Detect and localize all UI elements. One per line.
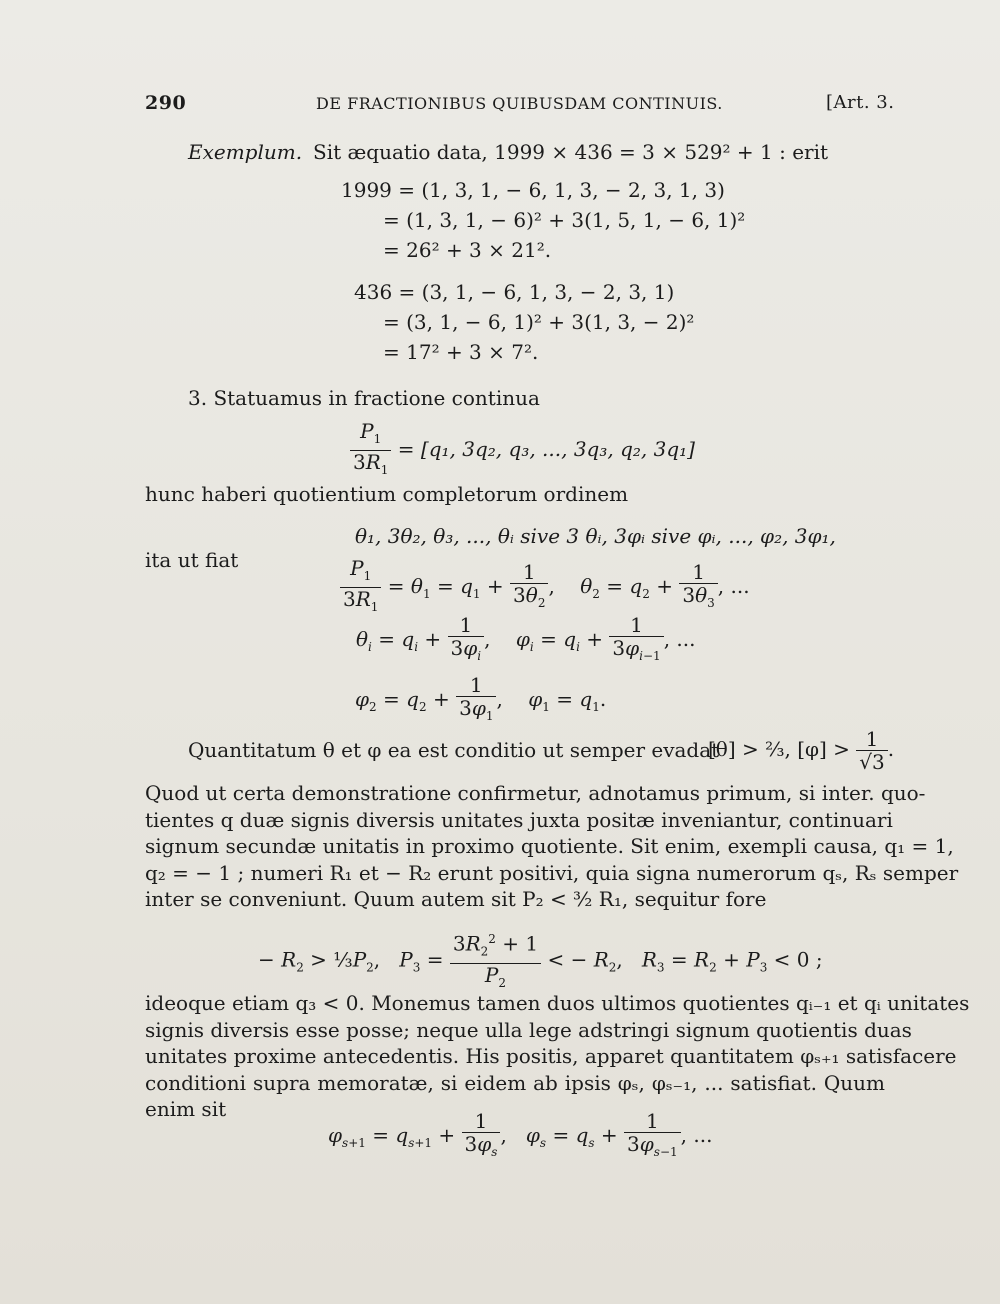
example-intro: Sit æquatio data, 1999 × 436 = 3 × 529² + 1 : erit [313,140,829,164]
paragraph-2 [145,990,970,1123]
paragraph-1-line: Quod ut certa demonstratione confirmetur, adnotamus primum, si inter. quo- [145,781,926,805]
paragraph-2-line: conditioni supra memoratæ, si eidem ab ipsis φₛ, φₛ₋₁, ... satisfiat. Quum [145,1070,885,1095]
eq-1999-line-2: = (1, 3, 1, − 6)² + 3(1, 5, 1, − 6, 1)² [383,208,746,232]
quotient-sequence: θ₁, 3θ₂, θ₃, ..., θᵢ sive 3 θᵢ, 3φᵢ sive φᵢ, ..., φ₂, 3φ₁, [355,524,836,548]
eq-1999-line-1: 1999 = (1, 3, 1, − 6, 1, 3, − 2, 3, 1, 3) [341,178,725,202]
article-ref: [Art. 3. [826,92,895,113]
example-label: Exemplum. [188,140,303,164]
main-fraction-equation: $\frac{P_1}{3R_1}$ = [q₁, 3q₂, q₃, ..., 3q₃, q₂, 3q₁] [350,420,695,481]
paragraph-1-line: q₂ = − 1 ; numeri R₁ et − R₂ erunt positivi, quia signa numerorum qₛ, Rₛ semper [145,860,959,885]
eq-436-line-1: 436 = (3, 1, − 6, 1, 3, − 2, 3, 1) [354,280,675,304]
final-equation: $\varphi_{s+1} = q_{s+1}$ + $\frac{1}{3\varphi_s}$ , $\varphi_s = q_s$ + $\frac{1}{3\varphi_{s-1}}$ , ... [328,1109,713,1159]
section-3-intro: 3. Statuamus in fractione continua [188,386,540,410]
eq-1999-line-3: = 26² + 3 × 21². [383,238,552,262]
eq-436-line-2: = (3, 1, − 6, 1)² + 3(1, 3, − 2)² [383,310,695,334]
eq-436-line-3: = 17² + 3 × 7². [383,340,539,364]
paragraph-2-line: signis diversis esse posse; neque ulla lege adstringi signum quotientis duas [145,1017,912,1042]
condition-rhs: [θ] > ²⁄₃, [φ] > [708,737,850,761]
running-title: DE FRACTIONIBUS QUIBUSDAM CONTINUIS. [316,94,723,113]
paragraph-2-line: ideoque etiam q₃ < 0. Monemus tamen duos ultimos quotientes qᵢ₋₁ et qᵢ unitates [145,991,970,1015]
paragraph-1-line: inter se conveniunt. Quum autem sit P₂ < ³⁄₂ R₁, sequitur fore [145,887,767,911]
quotients-text: hunc haberi quotientium completorum ordinem [145,482,629,506]
inequality-equation: − $R_2$ > $\frac{1}{3}P_2$, $P_3$ = $\frac{3R_2^2 + 1}{P_2}$ < − $R_2$, $R_3 = R_2 + P_3 < 0$ ; [258,928,823,994]
condition-formula: [θ] > ²⁄₃, [φ] > $\frac{1}{√3}$ . [708,727,895,774]
paragraph-2-line: enim sit [145,1097,227,1121]
condition-text: Quantitatum θ et φ ea est conditio ut semper evadat [188,738,720,762]
page-number: 290 [145,92,187,114]
paragraph-1 [145,780,959,913]
paragraph-1-line: signum secundæ unitatis in proximo quotiente. Sit enim, exempli causa, q₁ = 1, [145,834,954,858]
eq-row-1: $\frac{P_1}{3R_1}$ = $\theta_1 = q_1$ + $\frac{1}{3\theta_2}$ , $\theta_2 = q_2$ + $\frac{1}{3\theta_3}$ , ... [340,557,750,618]
eq-row-2: $\theta_i = q_i$ + $\frac{1}{3\varphi_i}$ , $\varphi_i = q_i$ + $\frac{1}{3\varphi_{i-1}}$ , ... [356,613,696,663]
paragraph-2-line: unitates proxime antecedentis. His positis, apparet quantitatem φₛ₊₁ satisfacere [145,1044,957,1068]
ita-ut-fiat: ita ut fiat [145,548,239,572]
paragraph-1-line: tientes q duæ signis diversis unitates juxta positæ inveniantur, continuari [145,807,893,832]
eq-row-3: $\varphi_2 = q_2$ + $\frac{1}{3\varphi_1}$ , $\varphi_1 = q_1$. [355,673,607,723]
main-fraction-rhs: = [q₁, 3q₂, q₃, ..., 3q₃, q₂, 3q₁] [397,437,695,461]
